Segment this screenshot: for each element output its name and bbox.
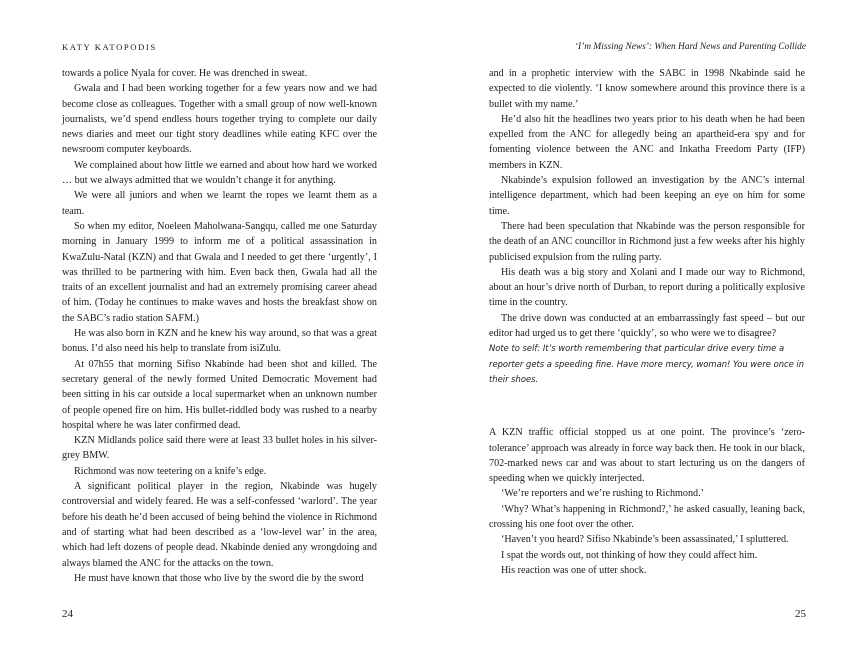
paragraph: He’d also hit the headlines two years prior to his death when he had been expelled from the ANC for allegedly being an apartheid-era spy and for fomenting violence between the ANC and Inkatha Freedom Party (IFP) members in KZN. — [489, 113, 805, 171]
paragraph: He must have known that those who live by the sword die by the sword — [74, 572, 364, 584]
chapter-running-head: ‘I’m Missing News’: When Hard News and Parenting Collide — [574, 42, 806, 52]
paragraph: Nkabinde’s expulsion followed an investigation by the ANC’s internal intelligence department, which had been keeping an eye on him for some time. — [489, 175, 805, 217]
paragraph: ‘Haven’t you heard? Sifiso Nkabinde’s been assassinated,’ I spluttered. — [501, 534, 789, 546]
paragraph: ‘Why? What’s happening in Richmond?,’ he asked casually, leaning back, crossing his one foot over the other. — [489, 503, 805, 531]
paragraph: towards a police Nyala for cover. He was drenched in sweat. — [62, 68, 308, 79]
paragraph: KZN Midlands police said there were at least 33 bullet holes in his silver-grey BMW. — [62, 435, 377, 462]
right-page — [434, 0, 868, 664]
page-number: 25 — [795, 608, 806, 620]
page-number: 24 — [62, 608, 73, 620]
paragraph: There had been speculation that Nkabinde was the person responsible for the death of an ANC councillor in Richmond just a few weeks after his highly publicised expulsion from the ruling party. — [489, 220, 805, 263]
paragraph: At 07h55 that morning Sifiso Nkabinde had been shot and killed. The secretary general of the newly formed United Democratic Movement had been sitting in his car outside a local supermarket when an unknown number of people opened fire on him. His bullet-riddled body was rushed to a nearby hospital where he was later confirmed dead. — [62, 358, 377, 431]
paragraph: His reaction was one of utter shock. — [501, 564, 647, 576]
paragraph: We were all juniors and when we learnt the ropes we learnt them as a team. — [62, 190, 377, 217]
paragraph: We complained about how little we earned and about how hard we worked … but we always admitted that we wouldn’t change it for anything. — [62, 159, 377, 187]
paragraph: He was also born in KZN and he knew his way around, so that was a great bonus. I’d also need his help to translate from isiZulu. — [62, 328, 377, 355]
paragraph: His death was a big story and Xolani and I made our way to Richmond, about an hour’s drive north of Durban, to report during a politically explosive time in the country. — [489, 266, 805, 309]
left-page-body — [62, 66, 377, 586]
right-page-body — [489, 66, 805, 578]
paragraph: and in a prophetic interview with the SABC in 1998 Nkabinde said he expected to die violently. ‘I know somewhere around this province there is a bullet with my name.’ — [489, 68, 805, 110]
paragraph: So when my editor, Noeleen Maholwana-Sangqu, called me one Saturday morning in January 1999 to inform me of a political assassination in KwaZulu-Natal (KZN) and that Gwala and I needed to get there ‘urgently’, I was thrilled to be partnering with him. Even back then, Gwala had all the traits of an excellent journalist and had an extremely promising career ahead of him. (Today he continues to make waves and hosts the breakfast show on the SABC’s radio station SAFM.) — [62, 220, 377, 324]
paragraph: I spat the words out, not thinking of how they could affect him. — [501, 549, 758, 561]
paragraph: ‘We’re reporters and we’re rushing to Richmond.’ — [501, 488, 705, 500]
section-break — [489, 387, 805, 425]
paragraph: Gwala and I had been working together for a few years now and we had become close as colleagues. Together with a small group of now well-known journalists, we’d spend endless hours together trying to complete our daily news diaries and meet our tight story deadlines while eating KFC over the newsroom computer keyboards. — [62, 83, 377, 156]
author-running-head: KATY KATOPODIS — [62, 42, 157, 52]
paragraph: The drive down was conducted at an embarrassingly fast speed – but our editor had urged us to get there ‘quickly’, so who were we to disagree? — [489, 312, 805, 340]
paragraph: A KZN traffic official stopped us at one point. The province’s ‘zero-tolerance’ approach was already in force way back then. He took in our black, 702-marked news car and was about to start lecturing us on the dangers of speeding when we quickly interjected. — [489, 427, 805, 485]
paragraph: Richmond was now teetering on a knife’s edge. — [74, 465, 267, 477]
note-to-self: Note to self: It’s worth remembering that particular drive every time a reporter gets a speeding fine. Have more mercy, woman! You were once in their shoes. — [489, 343, 805, 384]
paragraph: A significant political player in the region, Nkabinde was hugely controversial and widely feared. He was a self-confessed ‘warlord’. The year before his death he’d been accused of being behind the violence in Richmond and of starting what had been described as a ‘low-level war’ in the area, which had left dozens of people dead. Nkabinde denied any wrongdoing and always blamed the ANC for the attacks on the town. — [62, 481, 377, 569]
